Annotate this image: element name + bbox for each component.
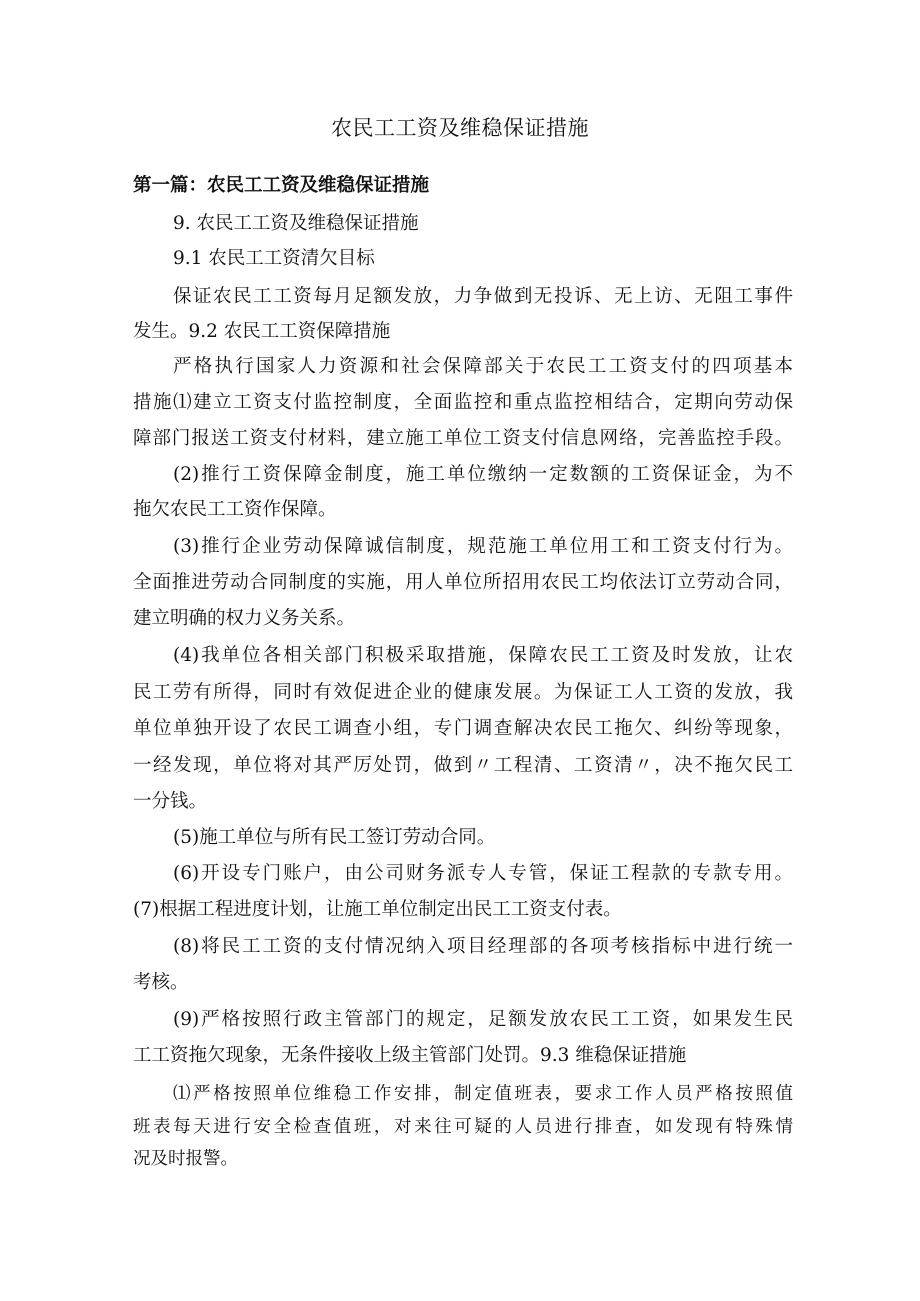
paragraph-line: 9. 农民工工资及维稳保证措施 bbox=[173, 213, 419, 234]
document-title: 农民工工资及维稳保证措施 bbox=[331, 116, 589, 140]
paragraph-line: 9.1 农民工工资清欠目标 bbox=[173, 248, 375, 269]
paragraph-line: (6)开设专门账户，由公司财务派专人专管，保证工程款的专款专用。 bbox=[173, 863, 793, 884]
paragraph-line: 一分钱。 bbox=[133, 791, 208, 812]
paragraph-line: 障部门报送工资支付材料，建立施工单位工资支付信息网络，完善监控手段。 bbox=[133, 428, 793, 449]
paragraph-line: 全面推进劳动合同制度的实施，用人单位所招用农民工均依法订立劳动合同， bbox=[133, 572, 793, 593]
paragraph-line: 建立明确的权力义务关系。 bbox=[133, 608, 356, 629]
paragraph-line: ⑴严格按照单位维稳工作安排，制定值班表，要求工作人员严格按照值 bbox=[173, 1084, 793, 1104]
paragraph-line: 单位单独开设了农民工调查小组，专门调查解决农民工拖欠、纠纷等现象， bbox=[133, 718, 793, 739]
paragraph-line: 民工劳有所得，同时有效促进企业的健康发展。为保证工人工资的发放，我 bbox=[133, 682, 793, 703]
paragraph-line: 工工资拖欠现象，无条件接收上级主管部门处罚。9.3 维稳保证措施 bbox=[133, 1045, 687, 1066]
paragraph-line: 措施⑴建立工资支付监控制度，全面监控和重点监控相结合，定期向劳动保 bbox=[133, 392, 793, 413]
paragraph-line: (8)将民工工资的支付情况纳入项目经理部的各项考核指标中进行统一 bbox=[173, 936, 793, 957]
paragraph-line: 严格执行国家人力资源和社会保障部关于农民工工资支付的四项基本 bbox=[173, 356, 793, 377]
paragraph-line: (2)推行工资保障金制度，施工单位缴纳一定数额的工资保证金，为不 bbox=[173, 464, 793, 485]
paragraph-line: 发生。9.2 农民工工资保障措施 bbox=[133, 321, 391, 342]
paragraph-line: 保证农民工工资每月足额发放，力争做到无投诉、无上访、无阻工事件 bbox=[173, 286, 793, 307]
paragraph-line: 考核。 bbox=[133, 972, 189, 993]
paragraph-line: (7)根据工程进度计划，让施工单位制定出民工工资支付表。 bbox=[133, 899, 622, 920]
paragraph-line: 班表每天进行安全检查值班，对来往可疑的人员进行排查，如发现有特殊情 bbox=[133, 1117, 793, 1137]
paragraph-line: (9)严格按照行政主管部门的规定，足额发放农民工工资，如果发生民 bbox=[173, 1009, 793, 1030]
paragraph-line: (4)我单位各相关部门积极采取措施，保障农民工工资及时发放，让农 bbox=[173, 645, 793, 666]
paragraph-line: (3)推行企业劳动保障诚信制度，规范施工单位用工和工资支付行为。 bbox=[173, 536, 793, 557]
section-heading: 第一篇：农民工工资及维稳保证措施 bbox=[133, 175, 430, 196]
paragraph-line: 况及时报警。 bbox=[133, 1149, 238, 1169]
paragraph-line: (5)施工单位与所有民工签订劳动合同。 bbox=[173, 827, 496, 848]
paragraph-line: 一经发现，单位将对其严厉处罚，做到〃工程清、工资清〃，决不拖欠民工 bbox=[133, 755, 793, 776]
paragraph-line: 拖欠农民工工资作保障。 bbox=[133, 499, 337, 520]
